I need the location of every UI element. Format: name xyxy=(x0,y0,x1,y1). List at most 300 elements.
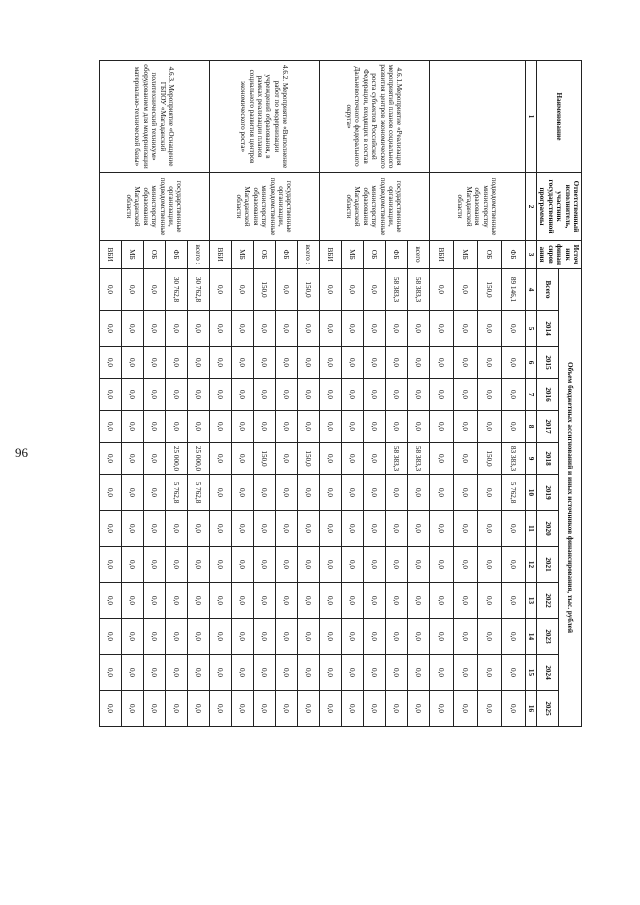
funding-source: всего : xyxy=(297,241,319,269)
funding-source: всего xyxy=(407,241,429,269)
amount-year: 0,0 xyxy=(341,583,363,619)
amount-year: 0,0 xyxy=(429,547,453,583)
amount-year: 0,0 xyxy=(319,619,341,655)
amount-year: 0,0 xyxy=(429,691,453,727)
amount-year: 0,0 xyxy=(99,619,121,655)
amount-year: 0,0 xyxy=(121,379,143,411)
amount-year: 0,0 xyxy=(121,511,143,547)
amount-year: 0,0 xyxy=(477,691,501,727)
header-column-numbers-row xyxy=(525,61,536,727)
funding-source: ФБ xyxy=(275,241,297,269)
table-body xyxy=(99,61,525,727)
amount-year: 0,0 xyxy=(477,619,501,655)
amount-year: 0,0 xyxy=(453,475,477,511)
budget-table xyxy=(99,60,582,727)
amount-year: 0,0 xyxy=(99,691,121,727)
amount-year: 0,0 xyxy=(187,347,209,379)
amount-year: 0,0 xyxy=(501,547,525,583)
amount-year: 0,0 xyxy=(385,655,407,691)
amount-year: 0,0 xyxy=(341,475,363,511)
amount-year: 0,0 xyxy=(99,655,121,691)
amount-year: 0,0 xyxy=(501,347,525,379)
amount-year: 0,0 xyxy=(297,511,319,547)
amount-year: 0,0 xyxy=(385,691,407,727)
column-number: 10 xyxy=(525,475,536,511)
amount-year: 0,0 xyxy=(407,311,429,347)
amount-year: 0,0 xyxy=(121,619,143,655)
amount-year: 0,0 xyxy=(187,655,209,691)
amount-year: 0,0 xyxy=(99,583,121,619)
responsible-executor: государственные организации, подведомственные министерству образования Магаданской области xyxy=(209,173,319,241)
amount-year: 0,0 xyxy=(297,311,319,347)
amount-year: 0,0 xyxy=(165,583,187,619)
amount-year: 25 000,0 xyxy=(187,443,209,475)
amount-total: 0,0 xyxy=(453,269,477,311)
amount-year: 0,0 xyxy=(407,511,429,547)
amount-year: 0,0 xyxy=(453,443,477,475)
amount-year: 25 000,0 xyxy=(165,443,187,475)
amount-year: 0,0 xyxy=(231,443,253,475)
funding-source: ОБ xyxy=(143,241,165,269)
amount-year: 0,0 xyxy=(297,691,319,727)
funding-source: ВБИ xyxy=(99,241,121,269)
amount-year: 0,0 xyxy=(231,411,253,443)
amount-year: 0,0 xyxy=(319,379,341,411)
funding-source: МБ xyxy=(341,241,363,269)
amount-year: 0,0 xyxy=(121,655,143,691)
header-year: 2025 xyxy=(536,691,559,727)
amount-year: 0,0 xyxy=(143,411,165,443)
header-year: 2014 xyxy=(536,311,559,347)
amount-year: 0,0 xyxy=(385,511,407,547)
amount-year: 0,0 xyxy=(385,347,407,379)
amount-year: 0,0 xyxy=(429,411,453,443)
amount-total: 0,0 xyxy=(99,269,121,311)
amount-year: 0,0 xyxy=(165,691,187,727)
amount-year: 0,0 xyxy=(429,619,453,655)
amount-year: 0,0 xyxy=(429,379,453,411)
amount-year: 0,0 xyxy=(187,547,209,583)
amount-total: 0,0 xyxy=(319,269,341,311)
amount-year: 0,0 xyxy=(477,347,501,379)
amount-year: 0,0 xyxy=(253,619,275,655)
amount-year: 0,0 xyxy=(385,311,407,347)
amount-year: 0,0 xyxy=(275,691,297,727)
amount-year: 0,0 xyxy=(275,547,297,583)
amount-year: 0,0 xyxy=(165,311,187,347)
funding-source: ФБ xyxy=(501,241,525,269)
amount-year: 0,0 xyxy=(253,655,275,691)
amount-year: 0,0 xyxy=(143,547,165,583)
header-year: 2018 xyxy=(536,443,559,475)
amount-year: 58 383,3 xyxy=(385,443,407,475)
amount-year: 0,0 xyxy=(297,655,319,691)
amount-year: 0,0 xyxy=(253,511,275,547)
amount-year: 0,0 xyxy=(341,411,363,443)
amount-year: 0,0 xyxy=(275,443,297,475)
amount-year: 0,0 xyxy=(231,691,253,727)
amount-year: 150,0 xyxy=(477,443,501,475)
amount-year: 83 383,3 xyxy=(501,443,525,475)
amount-year: 0,0 xyxy=(319,583,341,619)
activity-name: 4.6.3. Мероприятие «Оснащение ГБПОУ «Магаданский политехнический техникум» оборудованием для модернизации материально-технической базы» xyxy=(99,61,209,173)
amount-year: 0,0 xyxy=(99,411,121,443)
activity-name: 4.6.2. Мероприятие «Выполнение работ по модернизации учреждений образования, в рамках реализации планов социального развития центров экономического роста» xyxy=(209,61,319,173)
amount-year: 0,0 xyxy=(253,379,275,411)
amount-year: 0,0 xyxy=(275,311,297,347)
amount-year: 0,0 xyxy=(385,379,407,411)
column-number: 5 xyxy=(525,311,536,347)
amount-year: 0,0 xyxy=(363,511,385,547)
amount-year: 0,0 xyxy=(385,619,407,655)
amount-year: 0,0 xyxy=(253,691,275,727)
amount-year: 0,0 xyxy=(209,583,231,619)
amount-year: 0,0 xyxy=(231,583,253,619)
amount-year: 0,0 xyxy=(121,443,143,475)
amount-year: 0,0 xyxy=(407,655,429,691)
amount-year: 0,0 xyxy=(231,547,253,583)
amount-year: 0,0 xyxy=(253,583,275,619)
amount-year: 0,0 xyxy=(429,655,453,691)
amount-year: 0,0 xyxy=(407,583,429,619)
amount-year: 0,0 xyxy=(363,547,385,583)
amount-year: 0,0 xyxy=(407,619,429,655)
amount-year: 0,0 xyxy=(253,547,275,583)
amount-year: 0,0 xyxy=(297,379,319,411)
amount-year: 0,0 xyxy=(363,411,385,443)
amount-year: 0,0 xyxy=(231,347,253,379)
header-year: 2023 xyxy=(536,619,559,655)
header-year: 2024 xyxy=(536,655,559,691)
amount-year: 150,0 xyxy=(297,443,319,475)
amount-total: 0,0 xyxy=(121,269,143,311)
column-number: 3 xyxy=(525,241,536,269)
amount-year: 0,0 xyxy=(143,443,165,475)
amount-year: 0,0 xyxy=(319,691,341,727)
amount-year: 0,0 xyxy=(453,511,477,547)
amount-year: 58 383,3 xyxy=(407,443,429,475)
amount-year: 0,0 xyxy=(341,443,363,475)
amount-year: 0,0 xyxy=(341,619,363,655)
amount-year: 0,0 xyxy=(429,443,453,475)
amount-year: 0,0 xyxy=(453,411,477,443)
header-year: 2021 xyxy=(536,547,559,583)
amount-year: 0,0 xyxy=(319,511,341,547)
column-number: 8 xyxy=(525,411,536,443)
amount-year: 0,0 xyxy=(319,443,341,475)
amount-total: 0,0 xyxy=(143,269,165,311)
amount-year: 0,0 xyxy=(429,511,453,547)
amount-year: 0,0 xyxy=(407,475,429,511)
responsible-executor: государственные организации, подведомственные министерству образования Магаданской области xyxy=(319,173,429,241)
column-number: 13 xyxy=(525,583,536,619)
amount-year: 0,0 xyxy=(501,311,525,347)
amount-year: 0,0 xyxy=(453,379,477,411)
amount-year: 0,0 xyxy=(453,655,477,691)
amount-year: 0,0 xyxy=(275,379,297,411)
amount-year: 0,0 xyxy=(231,511,253,547)
amount-year: 0,0 xyxy=(453,691,477,727)
amount-year: 0,0 xyxy=(319,411,341,443)
funding-source: ФБ xyxy=(385,241,407,269)
funding-source: ОБ xyxy=(253,241,275,269)
amount-year: 0,0 xyxy=(341,511,363,547)
amount-year: 0,0 xyxy=(165,511,187,547)
amount-total: 0,0 xyxy=(429,269,453,311)
funding-source: ОБ xyxy=(477,241,501,269)
amount-year: 0,0 xyxy=(275,655,297,691)
column-number: 1 xyxy=(525,61,536,173)
amount-year: 0,0 xyxy=(501,691,525,727)
amount-year: 0,0 xyxy=(187,411,209,443)
amount-year: 0,0 xyxy=(429,475,453,511)
amount-year: 0,0 xyxy=(187,379,209,411)
amount-year: 0,0 xyxy=(143,619,165,655)
amount-year: 0,0 xyxy=(231,619,253,655)
header-source: Источ ник финан сиров ания xyxy=(536,241,581,269)
amount-year: 0,0 xyxy=(209,619,231,655)
column-number: 7 xyxy=(525,379,536,411)
funding-source: ОБ xyxy=(363,241,385,269)
amount-year: 0,0 xyxy=(363,691,385,727)
amount-year: 0,0 xyxy=(319,547,341,583)
header-budget-caption: Объем бюджетных ассигнований и иных источников финансирования, тыс. рублей xyxy=(559,269,582,727)
amount-year: 0,0 xyxy=(231,379,253,411)
amount-year: 0,0 xyxy=(165,379,187,411)
funding-source: всего : xyxy=(187,241,209,269)
amount-year: 0,0 xyxy=(99,511,121,547)
amount-year: 0,0 xyxy=(209,547,231,583)
amount-year: 0,0 xyxy=(143,583,165,619)
amount-year: 0,0 xyxy=(99,547,121,583)
amount-year: 0,0 xyxy=(501,379,525,411)
amount-total: 0,0 xyxy=(231,269,253,311)
amount-year: 0,0 xyxy=(121,547,143,583)
header-year: 2020 xyxy=(536,511,559,547)
amount-year: 0,0 xyxy=(341,547,363,583)
amount-total: 0,0 xyxy=(363,269,385,311)
amount-year: 0,0 xyxy=(99,311,121,347)
amount-year: 0,0 xyxy=(297,347,319,379)
header-row-top xyxy=(559,61,582,727)
amount-year: 0,0 xyxy=(143,511,165,547)
amount-year: 0,0 xyxy=(407,347,429,379)
amount-year: 0,0 xyxy=(99,379,121,411)
amount-total: 30 762,8 xyxy=(165,269,187,311)
header-year: 2017 xyxy=(536,411,559,443)
amount-year: 0,0 xyxy=(477,475,501,511)
amount-year: 0,0 xyxy=(319,311,341,347)
amount-year: 0,0 xyxy=(121,583,143,619)
amount-year: 0,0 xyxy=(165,547,187,583)
column-number: 6 xyxy=(525,347,536,379)
amount-year: 0,0 xyxy=(143,475,165,511)
amount-total: 58 383,3 xyxy=(385,269,407,311)
amount-year: 0,0 xyxy=(341,691,363,727)
amount-year: 0,0 xyxy=(253,311,275,347)
amount-year: 0,0 xyxy=(143,655,165,691)
amount-year: 0,0 xyxy=(209,443,231,475)
amount-year: 0,0 xyxy=(407,379,429,411)
funding-source: ФБ xyxy=(165,241,187,269)
amount-year: 0,0 xyxy=(363,475,385,511)
amount-total: 0,0 xyxy=(275,269,297,311)
funding-source: ВБИ xyxy=(429,241,453,269)
column-number: 12 xyxy=(525,547,536,583)
amount-year: 0,0 xyxy=(319,475,341,511)
amount-total: 150,0 xyxy=(297,269,319,311)
column-number: 9 xyxy=(525,443,536,475)
amount-year: 0,0 xyxy=(501,583,525,619)
amount-year: 0,0 xyxy=(253,475,275,511)
amount-year: 0,0 xyxy=(121,311,143,347)
table-row xyxy=(187,61,209,727)
amount-year: 0,0 xyxy=(121,691,143,727)
header-executor: Ответственный исполнитель, участник государственной программы xyxy=(536,173,581,241)
amount-year: 0,0 xyxy=(501,619,525,655)
amount-year: 0,0 xyxy=(275,475,297,511)
amount-year: 0,0 xyxy=(143,311,165,347)
amount-year: 0,0 xyxy=(209,475,231,511)
column-number: 4 xyxy=(525,269,536,311)
amount-year: 5 762,8 xyxy=(187,475,209,511)
amount-total: 0,0 xyxy=(209,269,231,311)
amount-year: 0,0 xyxy=(477,379,501,411)
amount-year: 0,0 xyxy=(341,379,363,411)
amount-year: 0,0 xyxy=(477,511,501,547)
amount-total: 30 762,8 xyxy=(187,269,209,311)
amount-year: 0,0 xyxy=(231,655,253,691)
funding-source: ВБИ xyxy=(319,241,341,269)
amount-year: 0,0 xyxy=(297,547,319,583)
amount-total: 89 146,1 xyxy=(501,269,525,311)
amount-year: 0,0 xyxy=(407,547,429,583)
amount-year: 0,0 xyxy=(385,411,407,443)
header-year: 2016 xyxy=(536,379,559,411)
amount-year: 0,0 xyxy=(209,379,231,411)
column-number: 15 xyxy=(525,655,536,691)
amount-year: 0,0 xyxy=(429,311,453,347)
amount-year: 0,0 xyxy=(275,583,297,619)
amount-year: 0,0 xyxy=(99,475,121,511)
amount-year: 0,0 xyxy=(319,655,341,691)
amount-year: 0,0 xyxy=(165,411,187,443)
amount-year: 0,0 xyxy=(363,583,385,619)
amount-year: 0,0 xyxy=(319,347,341,379)
amount-year: 0,0 xyxy=(501,511,525,547)
amount-year: 0,0 xyxy=(121,347,143,379)
amount-year: 0,0 xyxy=(165,347,187,379)
amount-year: 0,0 xyxy=(477,547,501,583)
amount-year: 0,0 xyxy=(209,347,231,379)
amount-year: 0,0 xyxy=(407,411,429,443)
funding-source: ВБИ xyxy=(209,241,231,269)
amount-year: 0,0 xyxy=(187,691,209,727)
amount-year: 0,0 xyxy=(477,411,501,443)
amount-year: 0,0 xyxy=(275,619,297,655)
funding-source: МБ xyxy=(453,241,477,269)
amount-year: 0,0 xyxy=(341,655,363,691)
amount-year: 0,0 xyxy=(99,347,121,379)
amount-year: 0,0 xyxy=(429,583,453,619)
amount-year: 0,0 xyxy=(363,311,385,347)
header-year: 2015 xyxy=(536,347,559,379)
amount-year: 0,0 xyxy=(385,475,407,511)
amount-year: 0,0 xyxy=(165,619,187,655)
amount-year: 0,0 xyxy=(209,691,231,727)
amount-year: 0,0 xyxy=(453,619,477,655)
amount-year: 0,0 xyxy=(297,619,319,655)
page-number: 96 xyxy=(15,445,28,460)
amount-year: 0,0 xyxy=(341,347,363,379)
amount-year: 0,0 xyxy=(453,583,477,619)
header-year: 2022 xyxy=(536,583,559,619)
amount-year: 0,0 xyxy=(143,379,165,411)
amount-year: 0,0 xyxy=(501,655,525,691)
header-year: 2019 xyxy=(536,475,559,511)
amount-year: 0,0 xyxy=(297,475,319,511)
amount-year: 0,0 xyxy=(453,547,477,583)
amount-year: 0,0 xyxy=(297,583,319,619)
amount-year: 0,0 xyxy=(275,511,297,547)
amount-year: 0,0 xyxy=(187,511,209,547)
header-name: Наименование xyxy=(536,61,581,173)
amount-year: 0,0 xyxy=(341,311,363,347)
amount-year: 0,0 xyxy=(453,347,477,379)
amount-total: 150,0 xyxy=(253,269,275,311)
funding-source: МБ xyxy=(231,241,253,269)
amount-year: 0,0 xyxy=(363,443,385,475)
activity-name: 4.6.1.Мероприятие «Реализация мероприятий планов социального развития центров экономического роста субъектов Российской Федерации, входящих в состав Дальневосточного федерального округа» xyxy=(319,61,429,173)
amount-year: 150,0 xyxy=(253,443,275,475)
amount-year: 0,0 xyxy=(121,475,143,511)
amount-year: 0,0 xyxy=(99,443,121,475)
amount-year: 0,0 xyxy=(187,583,209,619)
amount-year: 0,0 xyxy=(429,347,453,379)
amount-year: 0,0 xyxy=(209,311,231,347)
amount-year: 0,0 xyxy=(363,619,385,655)
column-number: 16 xyxy=(525,691,536,727)
table-row xyxy=(501,61,525,727)
column-number: 11 xyxy=(525,511,536,547)
amount-year: 0,0 xyxy=(385,583,407,619)
amount-year: 0,0 xyxy=(253,347,275,379)
responsible-executor: государственные организации, подведомственные министерству образования Магаданской области xyxy=(99,173,209,241)
amount-year: 0,0 xyxy=(209,511,231,547)
amount-year: 0,0 xyxy=(297,411,319,443)
amount-year: 0,0 xyxy=(477,583,501,619)
amount-year: 0,0 xyxy=(363,379,385,411)
amount-year: 0,0 xyxy=(121,411,143,443)
amount-year: 0,0 xyxy=(143,691,165,727)
activity-name xyxy=(429,61,525,173)
amount-year: 0,0 xyxy=(209,411,231,443)
column-number: 2 xyxy=(525,173,536,241)
amount-year: 0,0 xyxy=(477,311,501,347)
amount-year: 0,0 xyxy=(385,547,407,583)
amount-year: 0,0 xyxy=(187,311,209,347)
amount-year: 5 762,8 xyxy=(165,475,187,511)
amount-year: 0,0 xyxy=(143,347,165,379)
amount-year: 0,0 xyxy=(501,411,525,443)
amount-year: 0,0 xyxy=(363,347,385,379)
amount-year: 0,0 xyxy=(407,691,429,727)
amount-year: 0,0 xyxy=(275,347,297,379)
amount-year: 0,0 xyxy=(187,619,209,655)
responsible-executor: подведомственные министерству образования Магаданской области xyxy=(429,173,525,241)
amount-year: 0,0 xyxy=(209,655,231,691)
amount-year: 0,0 xyxy=(231,311,253,347)
